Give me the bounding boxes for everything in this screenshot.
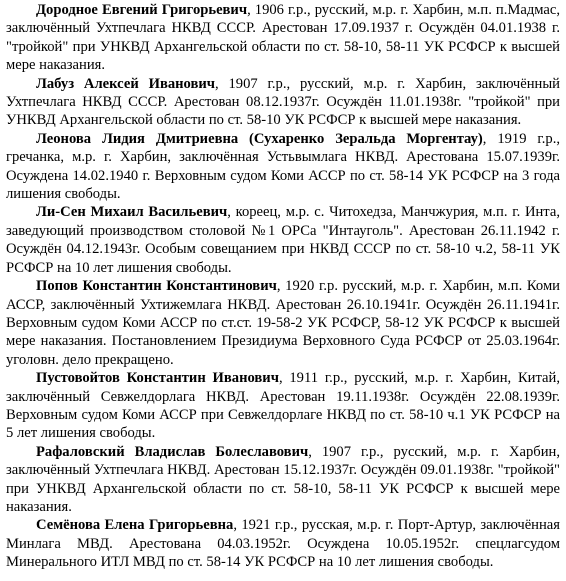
entry-name: Попов Константин Константинович [36, 278, 277, 295]
entry-text: , кореец, м.р. с. Читохедза, Манчжурия, м.п. г. Инта, заведующий производством столовой №1 ОРСа "Интауголь". Арестован 26.11.1942 г. Осуждён 04.12.1943г. Особым совещанием при НКВД СССР по ст. 58-10 ч.2, 58-11 УК РСФСР на 10 лет лишения свободы. [6, 204, 560, 276]
entry-popov [6, 277, 560, 369]
entry-pustovoytov [6, 369, 560, 443]
entry-name: Семёнова Елена Григорьевна [36, 517, 234, 534]
entry-text: , 1921 г.р., русская, м.р. г. Порт-Артур, заключённая Минлага МВД. Арестована 04.03.1952г. Осуждена 10.05.1952г. спецлагсудом Минерального ИТЛ МВД по ст. 58-14 УК РСФСР на 10 лет лишения свободы. [6, 517, 560, 571]
entry-labuz [6, 75, 560, 130]
entry-text: , 1907 г.р., русский, м.р. г. Харбин, заключённый Ухтпечлага НКВД СССР. Арестован 08.12.1937г. Осуждён 11.01.1938г. "тройкой" при УНКВД Архангельской области по ст. 58-10 УК РСФСР к высшей мере наказания. [6, 75, 560, 129]
document-page [0, 1, 566, 581]
entry-leonova [6, 130, 560, 204]
entry-name: Пустовойтов Константин Иванович [36, 370, 279, 387]
entry-text: , 1911 г.р., русский, м.р. г. Харбин, Китай, заключённый Севжелдорлага НКВД. Арестован 19.11.1938г. Осуждён 22.08.1939г. Верховным судом Коми АССР при Севжелдорлаге НКВД по ст. 58-10 ч.1 УК РСФСР на 5 лет лишения свободы. [6, 370, 560, 442]
entry-li-sen [6, 203, 560, 277]
entry-text: , 1919 г.р., гречанка, м.р. г. Харбин, заключённая Устьвымлага НКВД. Арестована 15.07.1939г. Осуждена 14.02.1940 г. Верховным судом Коми АССР по ст. 58-14 УК РСФСР на 3 года лишения свободы. [6, 130, 560, 203]
entry-text: , 1907 г.р., русский, м.р. г. Харбин, заключённый Ухтпечлага НКВД. Арестован 15.12.1937г. Осуждён 09.01.1938г. "тройкой" при УНКВД Архангельской области по ст. 58-10, 58-11 УК РСФСР к высшей мере наказания. [6, 443, 560, 515]
entry-name: Дородное Евгений Григорьевич [36, 2, 248, 18]
entry-name: Леонова Лидия Дмитриевна (Сухаренко Зеральда Моргентау) [36, 130, 483, 147]
entry-text: , 1906 г.р., русский, м.р. г. Харбин, м.п. п.Мадмас, заключённый Ухтпечлага НКВД СССР. Арестован 17.09.1937 г. Осуждён 04.01.1938 г. "тройкой" при УНКВД Архангельской области по ст. 58-10, 58-11 УК РСФСР к высшей мере наказания. [6, 2, 561, 74]
entry-dorodnov [6, 1, 560, 75]
entry-name: Ли-Сен Михаил Васильевич [36, 204, 228, 221]
entry-name: Лабуз Алексей Иванович [36, 75, 215, 92]
entry-text: , 1920 г.р. русский, м.р. г. Харбин, м.п. Коми АССР, заключённый Ухтижемлага НКВД. Арестован 26.10.1941г. Осуждён 26.11.1941г. Верховным судом Коми АССР по ст.ст. 19-58-2 УК РСФСР, 58-12 УК РСФСР к высшей мере наказания. Постановлением Президиума Верховного Суда РСФСР от 25.03.1964г. уголовн. дело прекращено. [6, 278, 560, 368]
entry-name: Рафаловский Владислав Болеславович [36, 443, 309, 460]
entry-rafalovsky [6, 443, 560, 517]
entry-semenova [6, 516, 560, 571]
